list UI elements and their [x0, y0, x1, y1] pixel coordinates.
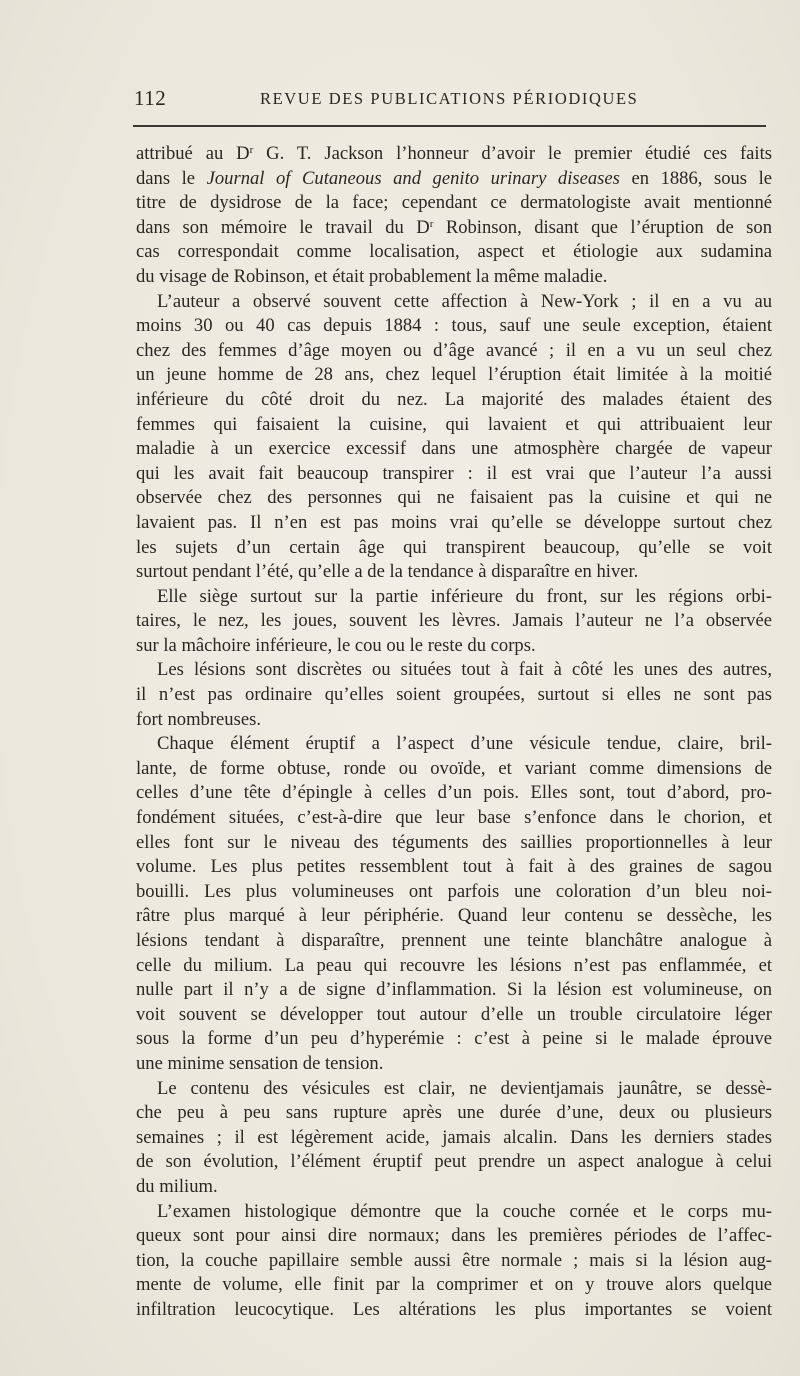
text-run: lante, de forme obtuse, ronde ou ovoïde, et variant comme dimensions de [136, 757, 772, 779]
text-line [136, 142, 772, 167]
text-line [136, 757, 772, 782]
text-run: sur la mâchoire inférieure, le cou ou le reste du corps. [136, 634, 536, 656]
text-run: du milium. [136, 1175, 218, 1197]
text-line [136, 1101, 772, 1126]
text-run: semaines ; il est légèrement acide, jamais alcalin. Dans les derniers stades [136, 1126, 772, 1148]
text-line [136, 978, 772, 1003]
text-line [136, 1003, 772, 1028]
text-run: mente de volume, elle finit par la comprimer et on y trouve alors quelque [136, 1274, 772, 1296]
text-run: les sujets d’un certain âge qui transpirent beaucoup, qu’elle se voit [136, 536, 772, 558]
text-run: sous la forme d’un peu d’hyperémie : c’est à peine si le malade éprouve [136, 1028, 772, 1050]
text-line [136, 781, 772, 806]
text-run: attribué au D [136, 143, 250, 164]
text-run: inférieure du côté droit du nez. La majorité des malades étaient des [136, 388, 772, 410]
article-body [136, 142, 772, 1323]
text-line [136, 831, 772, 856]
text-line [136, 388, 772, 413]
text-line [136, 1249, 772, 1274]
text-run: fondément situées, c’est-à-dire que leur base s’enfonce dans le chorion, et [136, 807, 772, 829]
text-run: Chaque élément éruptif a l’aspect d’une vésicule tendue, claire, bril- [157, 733, 772, 755]
text-run: surtout pendant l’été, qu’elle a de la tendance à disparaître en hiver. [136, 561, 639, 583]
text-line [136, 167, 772, 192]
text-line [136, 658, 772, 683]
paragraph [136, 1200, 772, 1323]
text-line [136, 732, 772, 757]
text-run: lésions tendant à disparaître, prennent une teinte blanchâtre analogue à [136, 930, 772, 951]
text-line [136, 437, 772, 462]
text-line [136, 929, 772, 954]
text-line [136, 1200, 772, 1225]
text-line [136, 314, 772, 339]
running-title: REVUE DES PUBLICATIONS PÉRIODIQUES [260, 89, 639, 108]
text-run: queux sont pour ainsi dire normaux; dans les premières périodes de l’affec- [136, 1225, 772, 1247]
text-run: infiltration leucocytique. Les altérations les plus importantes se voient [136, 1298, 772, 1320]
text-line [136, 1175, 772, 1200]
text-run: elles font sur le niveau des téguments des saillies proportionnelles à leur [136, 831, 772, 853]
paragraph [136, 1077, 772, 1200]
text-line [136, 904, 772, 929]
text-run: titre de dysidrose de la face; cependant ce dermatologiste avait mentionné [136, 192, 772, 214]
text-line [136, 413, 772, 438]
text-run: taires, le nez, les joues, souvent les lèvres. Jamais l’auteur ne l’a observée [136, 610, 772, 632]
text-line [136, 609, 772, 634]
paragraph [136, 290, 772, 585]
text-line [136, 1273, 772, 1298]
text-run: il n’est pas ordinaire qu’elles soient groupées, surtout si elles ne sont pas [136, 684, 772, 706]
text-line [136, 511, 772, 536]
text-run: femmes qui faisaient la cuisine, qui lavaient et qui attribuaient leur [136, 413, 772, 435]
text-line [136, 806, 772, 831]
text-run: moins 30 ou 40 cas depuis 1884 : tous, sauf une seule exception, étaient [136, 315, 772, 337]
text-run: une minime sensation de tension. [136, 1052, 384, 1074]
running-head [134, 86, 770, 116]
text-run: du visage de Robinson, et était probablement la même maladie. [136, 265, 608, 287]
text-run: chez des femmes d’âge moyen ou d’âge avancé ; il en a vu un seul chez [136, 339, 772, 361]
text-line [136, 585, 772, 610]
text-run: fort nombreuses. [136, 708, 261, 730]
text-run: celles d’une tête d’épingle à celles d’un pois. Elles sont, tout d’abord, pro- [136, 782, 772, 804]
text-run: L’examen histologique démontre que la couche cornée et le corps mu- [157, 1200, 772, 1222]
text-run: nulle part il n’y a de signe d’inflammation. Si la lésion est volumineuse, on [136, 979, 772, 1001]
text-run: râtre plus marqué à leur périphérie. Quand leur contenu se dessèche, les [136, 905, 772, 927]
text-line [136, 240, 772, 265]
text-run: observée chez des personnes qui ne faisaient pas la cuisine et qui ne [136, 487, 772, 509]
text-line [136, 1126, 772, 1151]
paragraph [136, 732, 772, 1076]
text-line [136, 954, 772, 979]
text-line [136, 560, 772, 585]
paragraph [136, 658, 772, 732]
text-run: G. T. Jackson l’honneur d’avoir le premier étudié ces faits [253, 143, 772, 164]
text-line [136, 683, 772, 708]
text-line [136, 1298, 772, 1323]
text-run: en 1886, sous le [619, 167, 772, 189]
text-line [136, 536, 772, 561]
text-run: Elle siège surtout sur la partie inférieure du front, sur les régions orbi- [157, 585, 772, 607]
text-run: cas correspondait comme localisation, aspect et étiologie aux sudamina [136, 241, 772, 263]
text-run: dans le [136, 167, 207, 189]
text-line [136, 1077, 772, 1102]
text-run: maladie à un exercice excessif dans une atmosphère chargée de vapeur [136, 438, 772, 460]
text-run: che peu à peu sans rupture après une durée d’une, deux ou plusieurs [136, 1102, 772, 1124]
text-run: tion, la couche papillaire semble aussi être normale ; mais si la lésion aug- [136, 1249, 772, 1271]
text-run: un jeune homme de 28 ans, chez lequel l’éruption était limitée à la moitié [136, 364, 772, 386]
text-run: Robinson, disant que l’éruption de son [433, 216, 773, 238]
text-line [136, 462, 772, 487]
superscript: r [249, 144, 254, 156]
text-line [136, 1224, 772, 1249]
text-line [136, 1150, 772, 1175]
header-rule [133, 125, 766, 127]
text-line [136, 1027, 772, 1052]
text-line [136, 216, 772, 241]
text-run: voit souvent se développer tout autour d’elle un trouble circulatoire léger [136, 1003, 772, 1025]
page-number: 112 [134, 86, 167, 110]
text-line [136, 339, 772, 364]
paragraph [136, 142, 772, 290]
text-line [136, 191, 772, 216]
superscript: r [429, 217, 434, 230]
text-line [136, 363, 772, 388]
text-line [136, 1052, 772, 1077]
text-line [136, 880, 772, 905]
text-run: volume. Les plus petites ressemblent tout à fait à des graines de sagou [136, 856, 772, 878]
text-line [136, 855, 772, 880]
text-run: celle du milium. La peau qui recouvre les lésions n’est pas enflammée, et [136, 954, 772, 976]
text-line [136, 634, 772, 659]
text-line [136, 290, 772, 315]
text-run: qui les avait fait beaucoup transpirer : il est vrai que l’auteur l’a aussi [136, 462, 772, 484]
text-run: Le contenu des vésicules est clair, ne devientjamais jaunâtre, se dessè- [157, 1077, 772, 1099]
text-run: Les lésions sont discrètes ou situées tout à fait à côté les unes des autres, [157, 659, 772, 681]
text-run: bouilli. Les plus volumineuses ont parfois une coloration d’un bleu noi- [136, 880, 772, 902]
text-line [136, 708, 772, 733]
text-run: dans son mémoire le travail du D [136, 216, 430, 238]
text-run: de son évolution, l’élément éruptif peut prendre un aspect analogue à celui [136, 1151, 772, 1173]
journal-title: Journal of Cutaneous and genito urinary diseases [206, 167, 620, 189]
paragraph [136, 585, 772, 659]
text-line [136, 486, 772, 511]
text-run: lavaient pas. Il n’en est pas moins vrai qu’elle se développe surtout chez [136, 511, 772, 533]
text-line [136, 265, 772, 290]
text-run: L’auteur a observé souvent cette affection à New-York ; il en a vu au [157, 290, 772, 312]
